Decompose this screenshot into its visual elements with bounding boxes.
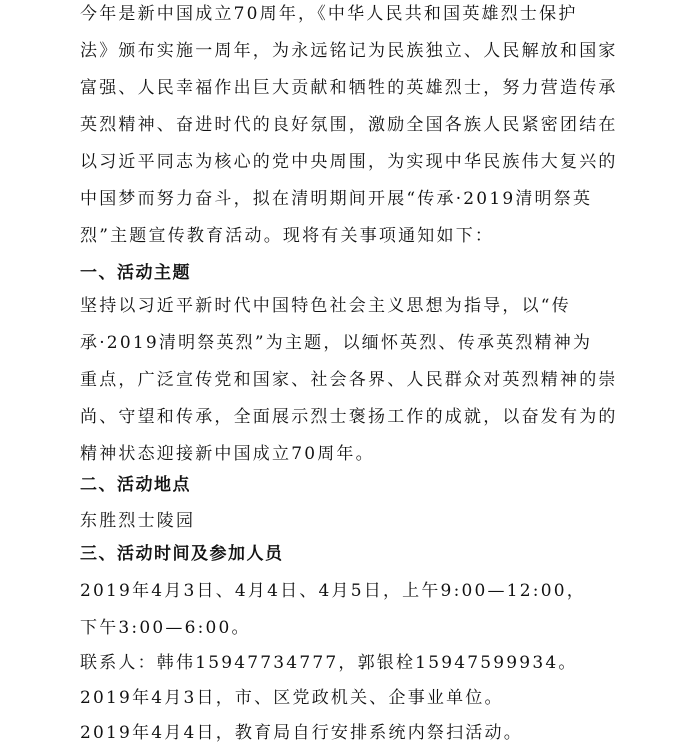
section3-line: 2019年4月3日，市、区党政机关、企事业单位。: [80, 688, 504, 708]
section2-line: 东胜烈士陵园: [80, 511, 196, 531]
section3-line: 2019年4月4日，教育局自行安排系统内祭扫活动。: [80, 723, 523, 743]
section1-line: 尚、守望和传承，全面展示烈士褒扬工作的成就，以奋发有为的: [80, 407, 618, 427]
section-heading-location: 二、活动地点: [80, 475, 191, 495]
intro-line: 以习近平同志为核心的党中央周围，为实现中华民族伟大复兴的: [80, 152, 618, 172]
section1-line: 承·2019清明祭英烈”为主题，以缅怀英烈、传承英烈精神为: [80, 333, 593, 353]
section1-line: 精神状态迎接新中国成立70周年。: [80, 444, 375, 464]
intro-line: 今年是新中国成立70周年，《中华人民共和国英雄烈士保护: [80, 4, 578, 24]
intro-line: 烈”主题宣传教育活动。现将有关事项通知如下：: [80, 226, 495, 246]
section3-line: 2019年4月3日、4月4日、4月5日，上午9:00—12:00，: [80, 581, 586, 601]
intro-line: 法》颁布实施一周年，为永远铭记为民族独立、人民解放和国家: [80, 41, 618, 61]
section-heading-time-participants: 三、活动时间及参加人员: [80, 544, 284, 564]
section1-line: 重点，广泛宣传党和国家、社会各界、人民群众对英烈精神的崇: [80, 370, 618, 390]
intro-line: 富强、人民幸福作出巨大贡献和牺牲的英雄烈士，努力营造传承: [80, 78, 618, 98]
intro-line: 中国梦而努力奋斗，拟在清明期间开展“传承·2019清明祭英: [80, 189, 593, 209]
section1-line: 坚持以习近平新时代中国特色社会主义思想为指导，以“传: [80, 296, 571, 316]
section3-line: 联系人：韩伟15947734777，郭银栓15947599934。: [80, 653, 578, 673]
section3-line: 下午3:00—6:00。: [80, 618, 251, 638]
section-heading-theme: 一、活动主题: [80, 263, 191, 283]
intro-line: 英烈精神、奋进时代的良好氛围，激励全国各族人民紧密团结在: [80, 115, 618, 135]
